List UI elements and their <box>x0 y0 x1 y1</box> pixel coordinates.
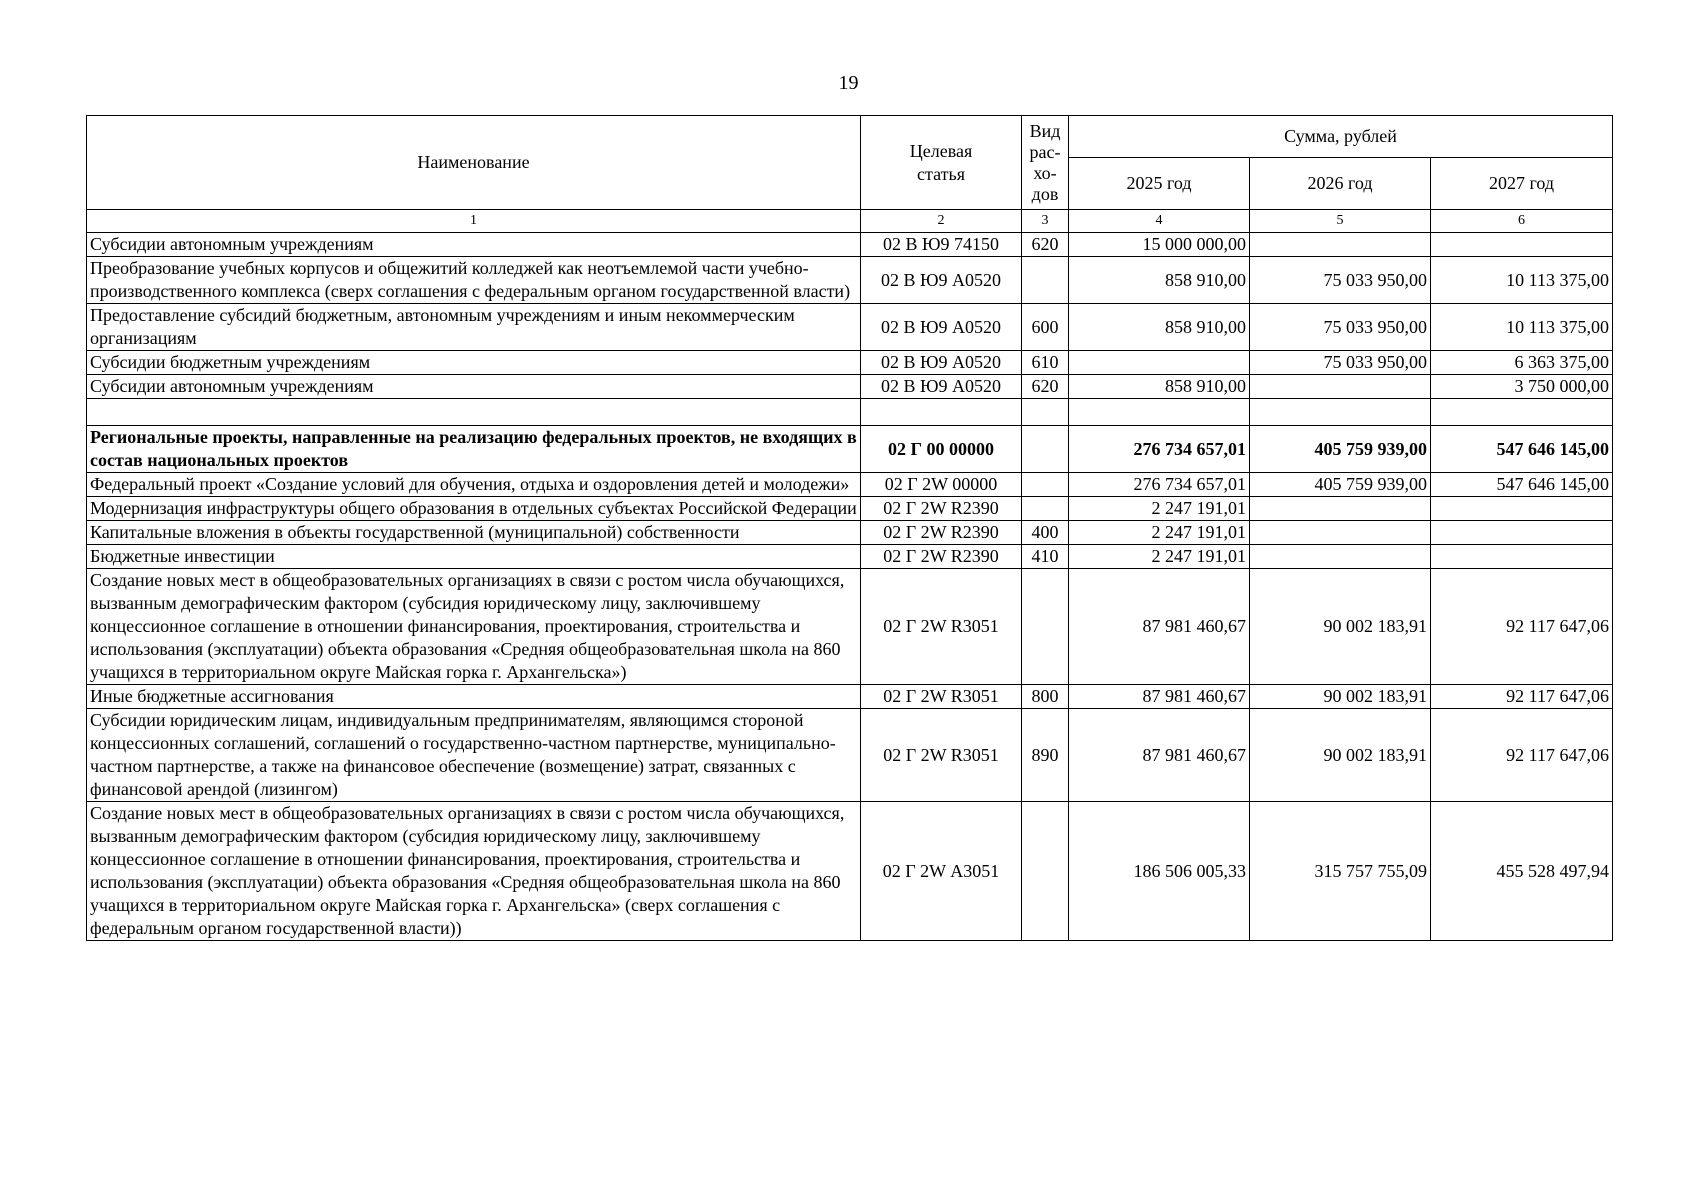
row-amount-2025 <box>1069 399 1250 426</box>
row-expense-type: 620 <box>1022 233 1069 257</box>
row-amount-2026 <box>1250 545 1431 569</box>
row-amount-2025 <box>1069 351 1250 375</box>
row-target-article: 02 В Ю9 А0520 <box>861 304 1022 351</box>
table-row <box>87 426 1613 473</box>
row-amount-2027: 92 117 647,06 <box>1431 685 1613 709</box>
table-row <box>87 399 1613 426</box>
header-code-line2: статья <box>917 163 965 184</box>
row-amount-2026: 405 759 939,00 <box>1250 426 1431 473</box>
column-number: 2 <box>861 210 1022 233</box>
table-row <box>87 351 1613 375</box>
row-amount-2026: 90 002 183,91 <box>1250 709 1431 802</box>
row-expense-type <box>1022 257 1069 304</box>
row-target-article: 02 Г 2W R3051 <box>861 709 1022 802</box>
row-amount-2026: 75 033 950,00 <box>1250 351 1431 375</box>
row-target-article: 02 Г 00 00000 <box>861 426 1022 473</box>
row-name: Субсидии юридическим лицам, индивидуальным предпринимателям, являющимся стороной концессионных соглашений, соглашений о государственно-частном партнерстве, муниципально-частном партнерстве, а также на финансовое обеспечение (возмещение) затрат, связанных с финансовой арендой (лизингом) <box>87 709 861 802</box>
header-sum: Сумма, рублей <box>1069 116 1613 158</box>
row-amount-2027 <box>1431 497 1613 521</box>
row-name: Региональные проекты, направленные на реализацию федеральных проектов, не входящих в состав национальных проектов <box>87 426 861 473</box>
row-expense-type <box>1022 569 1069 685</box>
row-expense-type: 410 <box>1022 545 1069 569</box>
table-row <box>87 802 1613 941</box>
row-amount-2027: 6 363 375,00 <box>1431 351 1613 375</box>
row-amount-2026: 315 757 755,09 <box>1250 802 1431 941</box>
row-amount-2026: 75 033 950,00 <box>1250 304 1431 351</box>
column-number: 1 <box>87 210 861 233</box>
row-amount-2026: 90 002 183,91 <box>1250 569 1431 685</box>
row-expense-type: 600 <box>1022 304 1069 351</box>
row-expense-type: 610 <box>1022 351 1069 375</box>
header-year-2025: 2025 год <box>1069 158 1250 210</box>
row-name: Предоставление субсидий бюджетным, автономным учреждениям и иным некоммерческим организациям <box>87 304 861 351</box>
row-amount-2026 <box>1250 375 1431 399</box>
table-row <box>87 257 1613 304</box>
row-name: Субсидии автономным учреждениям <box>87 375 861 399</box>
row-amount-2027: 10 113 375,00 <box>1431 257 1613 304</box>
row-amount-2026 <box>1250 233 1431 257</box>
row-expense-type: 800 <box>1022 685 1069 709</box>
row-amount-2027 <box>1431 233 1613 257</box>
header-year-2026: 2026 год <box>1250 158 1431 210</box>
row-amount-2025: 186 506 005,33 <box>1069 802 1250 941</box>
row-name <box>87 399 861 426</box>
table-row <box>87 233 1613 257</box>
row-target-article: 02 Г 2W R2390 <box>861 545 1022 569</box>
table-row <box>87 569 1613 685</box>
table-row <box>87 545 1613 569</box>
header-year-2027: 2027 год <box>1431 158 1613 210</box>
row-amount-2026 <box>1250 521 1431 545</box>
table-body <box>87 210 1613 941</box>
row-name: Создание новых мест в общеобразовательных организациях в связи с ростом числа обучающихся, вызванным демографическим фактором (субсидия юридическому лицу, заключившему концессионное соглашение в отношении финансирования, проектирования, строительства и использования (эксплуатации) объекта образования «Средняя общеобразовательная школа на 860 учащихся в территориальном округе Майская горка г. Архангельска» (сверх соглашения с федеральным органом государственной власти)) <box>87 802 861 941</box>
row-amount-2027: 92 117 647,06 <box>1431 709 1613 802</box>
row-amount-2025: 276 734 657,01 <box>1069 426 1250 473</box>
row-target-article: 02 Г 2W R3051 <box>861 685 1022 709</box>
table-row <box>87 304 1613 351</box>
row-name: Федеральный проект «Создание условий для обучения, отдыха и оздоровления детей и молодежи» <box>87 473 861 497</box>
row-amount-2025: 87 981 460,67 <box>1069 709 1250 802</box>
row-target-article <box>861 399 1022 426</box>
row-target-article: 02 В Ю9 А0520 <box>861 257 1022 304</box>
row-amount-2026: 405 759 939,00 <box>1250 473 1431 497</box>
table-row <box>87 685 1613 709</box>
table-row <box>87 473 1613 497</box>
row-target-article: 02 Г 2W А3051 <box>861 802 1022 941</box>
row-target-article: 02 Г 2W R2390 <box>861 521 1022 545</box>
row-amount-2025: 276 734 657,01 <box>1069 473 1250 497</box>
row-amount-2025: 858 910,00 <box>1069 375 1250 399</box>
row-target-article: 02 Г 2W R3051 <box>861 569 1022 685</box>
page-number: 19 <box>838 72 859 94</box>
row-name: Бюджетные инвестиции <box>87 545 861 569</box>
row-expense-type <box>1022 802 1069 941</box>
row-amount-2025: 858 910,00 <box>1069 304 1250 351</box>
column-number-row <box>87 210 1613 233</box>
row-name: Создание новых мест в общеобразовательных организациях в связи с ростом числа обучающихся, вызванным демографическим фактором (субсидия юридическому лицу, заключившему концессионное соглашение в отношении финансирования, проектирования, строительства и использования (эксплуатации) объекта образования «Средняя общеобразовательная школа на 860 учащихся в территориальном округе Майская горка г. Архангельска») <box>87 569 861 685</box>
row-amount-2027: 3 750 000,00 <box>1431 375 1613 399</box>
row-expense-type <box>1022 399 1069 426</box>
header-expense-type: Вид рас- хо- дов <box>1022 116 1069 210</box>
row-amount-2026 <box>1250 399 1431 426</box>
row-amount-2027: 455 528 497,94 <box>1431 802 1613 941</box>
row-amount-2025: 15 000 000,00 <box>1069 233 1250 257</box>
row-target-article: 02 Г 2W 00000 <box>861 473 1022 497</box>
table-row <box>87 497 1613 521</box>
row-amount-2026: 75 033 950,00 <box>1250 257 1431 304</box>
header-code-line1: Целевая <box>909 140 973 161</box>
row-amount-2025: 858 910,00 <box>1069 257 1250 304</box>
row-amount-2025: 87 981 460,67 <box>1069 685 1250 709</box>
column-number: 6 <box>1431 210 1613 233</box>
table-row <box>87 709 1613 802</box>
row-amount-2027 <box>1431 545 1613 569</box>
row-amount-2027 <box>1431 521 1613 545</box>
row-amount-2027: 547 646 145,00 <box>1431 426 1613 473</box>
row-name: Субсидии автономным учреждениям <box>87 233 861 257</box>
table-row <box>87 375 1613 399</box>
row-target-article: 02 Г 2W R2390 <box>861 497 1022 521</box>
row-target-article: 02 В Ю9 А0520 <box>861 375 1022 399</box>
column-number: 3 <box>1022 210 1069 233</box>
row-amount-2027 <box>1431 399 1613 426</box>
column-number: 4 <box>1069 210 1250 233</box>
row-name: Капитальные вложения в объекты государственной (муниципальной) собственности <box>87 521 861 545</box>
row-amount-2025: 87 981 460,67 <box>1069 569 1250 685</box>
header-name: Наименование <box>87 116 861 210</box>
row-amount-2026 <box>1250 497 1431 521</box>
row-name: Преобразование учебных корпусов и общежитий колледжей как неотъемлемой части учебно-производственного комплекса (сверх соглашения с федеральным органом государственной власти) <box>87 257 861 304</box>
row-target-article: 02 В Ю9 А0520 <box>861 351 1022 375</box>
row-expense-type <box>1022 426 1069 473</box>
row-amount-2025: 2 247 191,01 <box>1069 497 1250 521</box>
row-amount-2026: 90 002 183,91 <box>1250 685 1431 709</box>
row-expense-type <box>1022 473 1069 497</box>
row-amount-2027: 92 117 647,06 <box>1431 569 1613 685</box>
row-name: Иные бюджетные ассигнования <box>87 685 861 709</box>
row-name: Субсидии бюджетным учреждениям <box>87 351 861 375</box>
row-name: Модернизация инфраструктуры общего образования в отдельных субъектах Российской Федерации <box>87 497 861 521</box>
row-expense-type: 620 <box>1022 375 1069 399</box>
row-amount-2027: 547 646 145,00 <box>1431 473 1613 497</box>
row-expense-type <box>1022 497 1069 521</box>
row-amount-2027: 10 113 375,00 <box>1431 304 1613 351</box>
row-amount-2025: 2 247 191,01 <box>1069 521 1250 545</box>
row-target-article: 02 В Ю9 74150 <box>861 233 1022 257</box>
budget-table <box>86 115 1613 941</box>
row-amount-2025: 2 247 191,01 <box>1069 545 1250 569</box>
column-number: 5 <box>1250 210 1431 233</box>
row-expense-type: 400 <box>1022 521 1069 545</box>
table-row <box>87 521 1613 545</box>
row-expense-type: 890 <box>1022 709 1069 802</box>
header-target-article <box>861 116 1022 210</box>
